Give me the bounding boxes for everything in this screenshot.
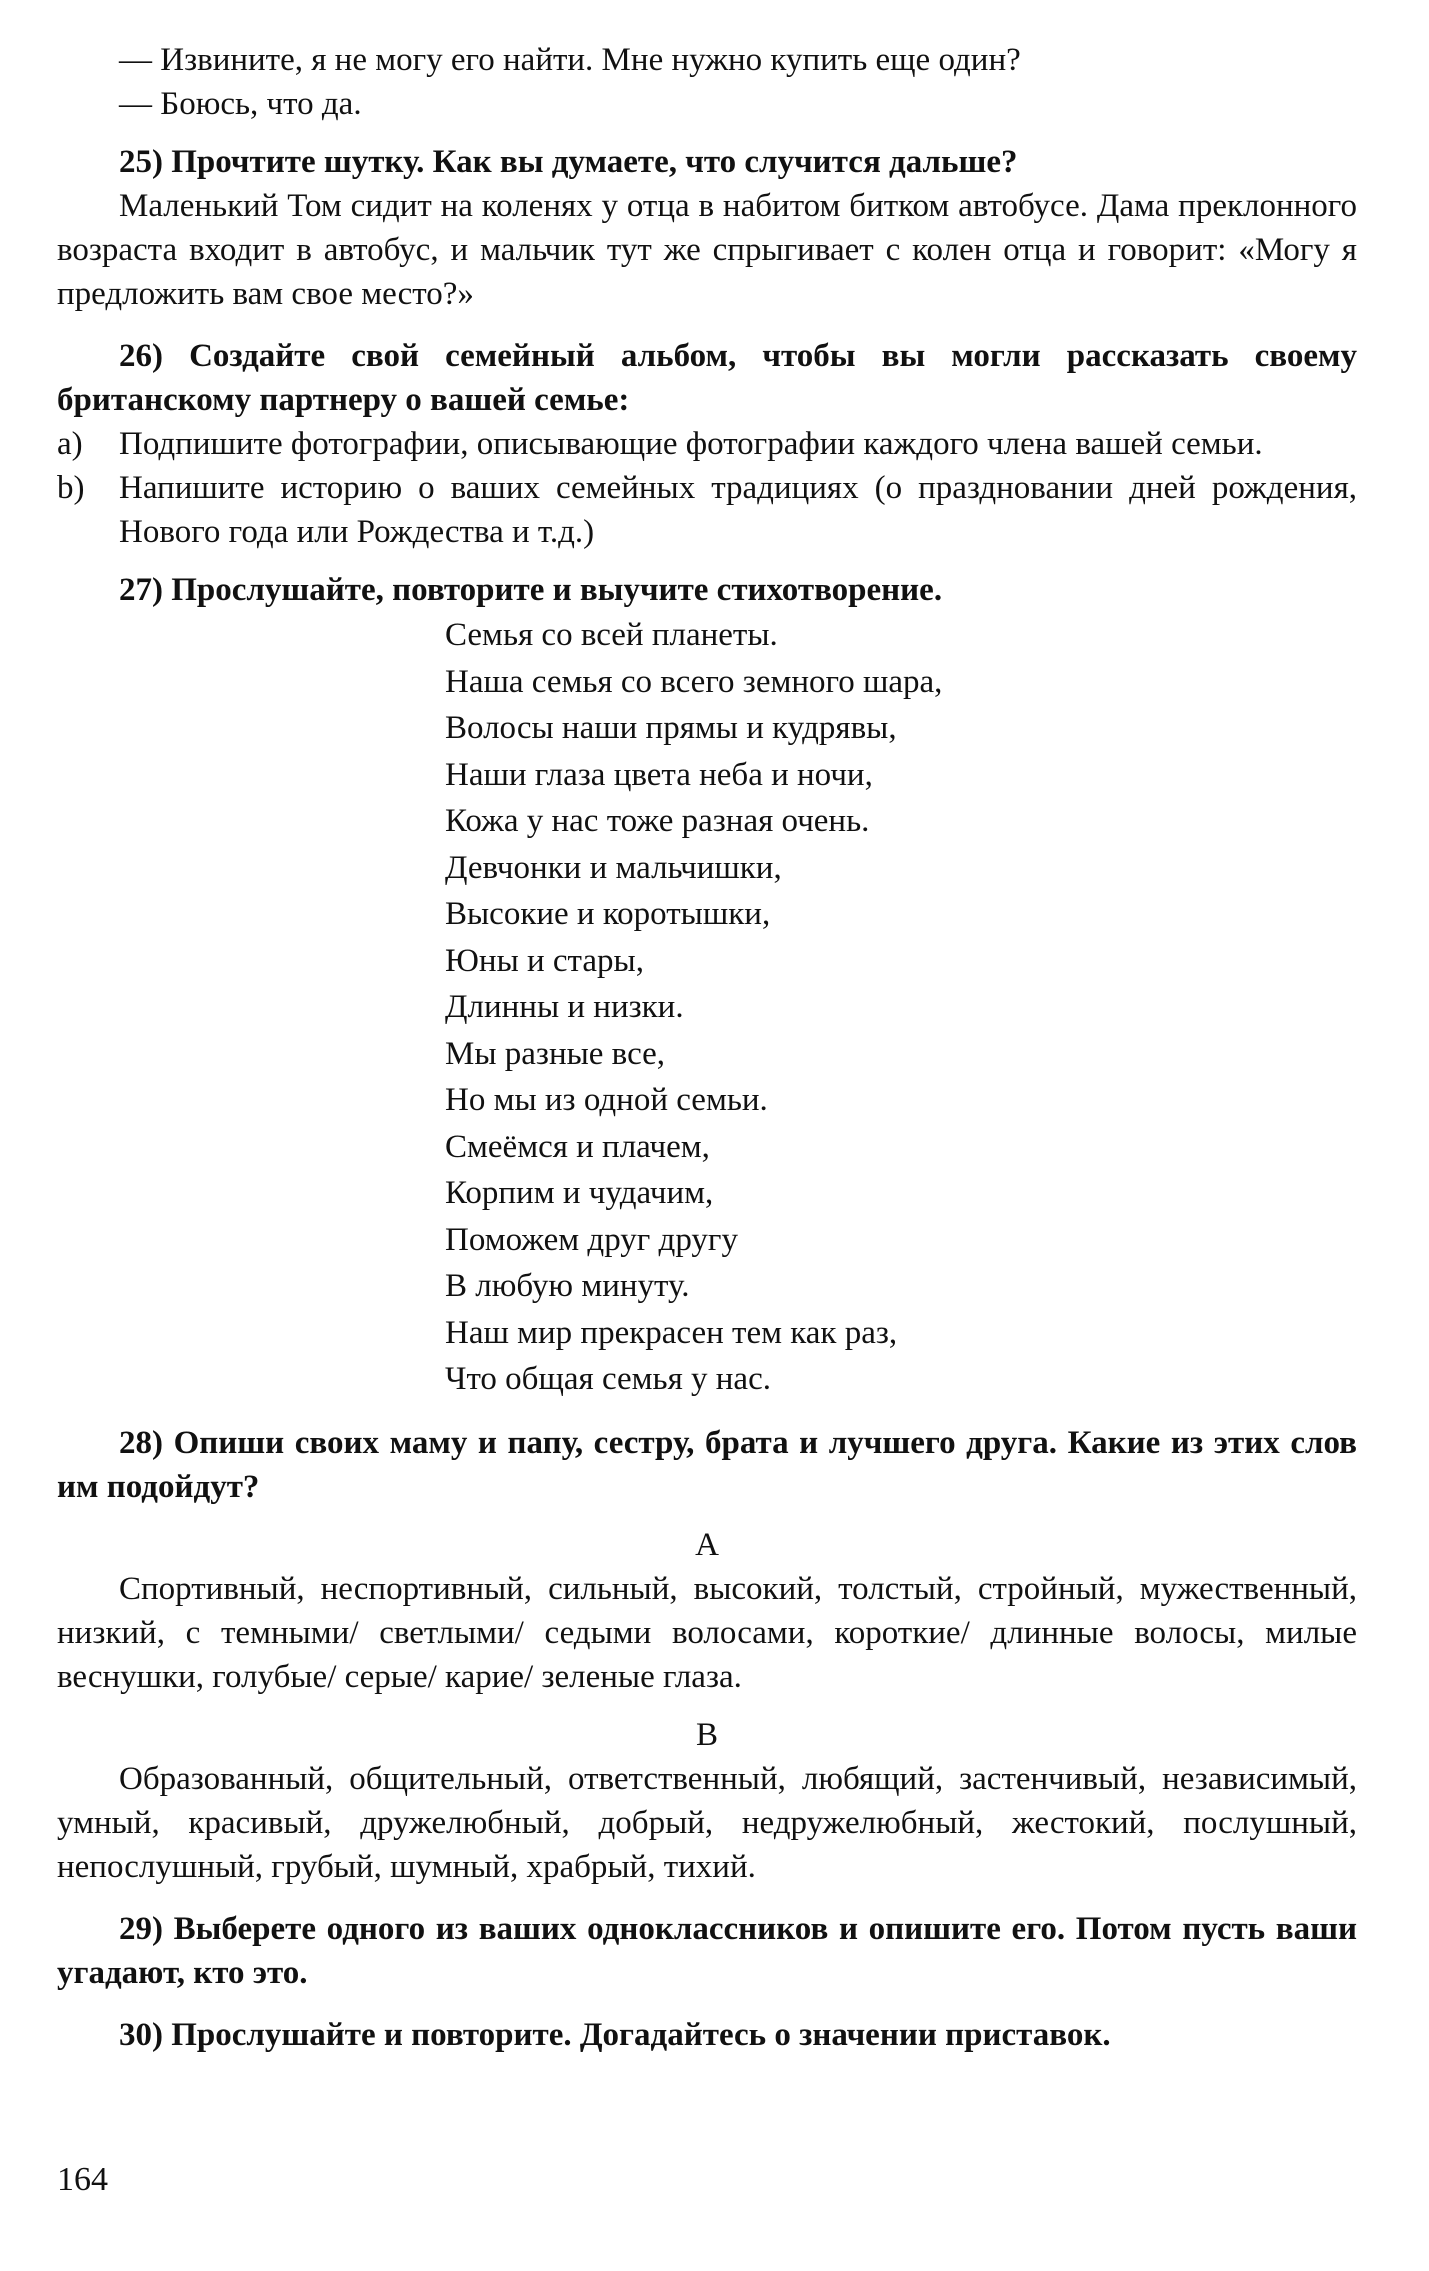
- poem-line: Наши глаза цвета неба и ночи,: [445, 756, 873, 793]
- poem-line: Корпим и чудачим,: [445, 1175, 714, 1211]
- task-28-heading: 28) Опиши своих маму и папу, сестру, брата и лучшего друга. Какие из этих слов им подойдут?: [57, 1424, 1357, 1505]
- page-number: 164: [57, 2161, 108, 2198]
- task-26-item-b: [57, 466, 1357, 554]
- task-26-item-a: [57, 422, 1357, 466]
- poem-line: Мы разные все,: [445, 1035, 666, 1072]
- section-a-label: A: [695, 1526, 719, 1563]
- poem-line: Кожа у нас тоже разная очень.: [445, 803, 870, 839]
- section-b-label: B: [695, 1716, 718, 1753]
- task-29-heading: 29) Выберете одного из ваших одноклассников и опишите его. Потом пусть ваши угадают, кто это.: [57, 1910, 1357, 1991]
- poem-line: Поможем друг другу: [445, 1221, 738, 1258]
- task-26-item-b-text: Напишите историю о ваших семейных традициях (о праздновании дней рождения, Нового года или Рождества и т.д.): [119, 470, 1357, 550]
- section-a-text: Спортивный, неспортивный, сильный, высокий, толстый, стройный, мужественный, низкий, с темными/ светлыми/ седыми волосами, короткие/ длинные волосы, милые веснушки, голубые/ серые/ карие/ зеленые глаза.: [57, 1570, 1357, 1695]
- poem-line: Наш мир прекрасен тем как раз,: [445, 1314, 898, 1351]
- poem-line: Наша семья со всего земного шара,: [445, 663, 943, 700]
- list-marker-b: b): [57, 470, 85, 506]
- dialogue-line-2: — Боюсь, что да.: [119, 86, 362, 122]
- task-30-heading: 30) Прослушайте и повторите. Догадайтесь о значении приставок.: [119, 2016, 1111, 2053]
- poem-line: Смеёмся и плачем,: [445, 1128, 710, 1165]
- poem-line: Что общая семья у нас.: [445, 1361, 771, 1397]
- poem-line: Длинны и низки.: [445, 989, 684, 1025]
- task-26-heading: 26) Создайте свой семейный альбом, чтобы вы могли рассказать своему британскому партнеру о вашей семье:: [57, 338, 1357, 418]
- task-25-heading: 25) Прочтите шутку. Как вы думаете, что случится дальше?: [119, 144, 1018, 180]
- dialogue-line-1: — Извините, я не могу его найти. Мне нужно купить еще один?: [119, 42, 1021, 78]
- poem-line: Семья со всей планеты.: [445, 617, 778, 653]
- list-marker-a: a): [57, 426, 83, 462]
- poem-line: Но мы из одной семьи.: [445, 1082, 768, 1118]
- page-content: [57, 38, 1357, 2057]
- poem: [445, 612, 1357, 1403]
- poem-line: Высокие и коротышки,: [445, 896, 771, 932]
- poem-line: Девчонки и мальчишки,: [445, 849, 782, 886]
- poem-line: Юны и стары,: [445, 942, 644, 979]
- task-27-heading: 27) Прослушайте, повторите и выучите стихотворение.: [119, 572, 943, 608]
- task-26-item-a-text: Подпишите фотографии, описывающие фотографии каждого члена вашей семьи.: [119, 426, 1263, 462]
- poem-line: Волосы наши прямы и кудрявы,: [445, 710, 897, 746]
- poem-line: В любую минуту.: [445, 1268, 690, 1304]
- task-25-text: Маленький Том сидит на коленях у отца в набитом битком автобусе. Дама преклонного возраста входит в автобус, и мальчик тут же спрыгивает с колен отца и говорит: «Могу я предложить вам свое место?»: [57, 188, 1357, 312]
- section-b-text: Образованный, общительный, ответственный, любящий, застенчивый, независимый, умный, красивый, дружелюбный, добрый, недружелюбный, жестокий, послушный, непослушный, грубый, шумный, храбрый, тихий.: [57, 1760, 1357, 1885]
